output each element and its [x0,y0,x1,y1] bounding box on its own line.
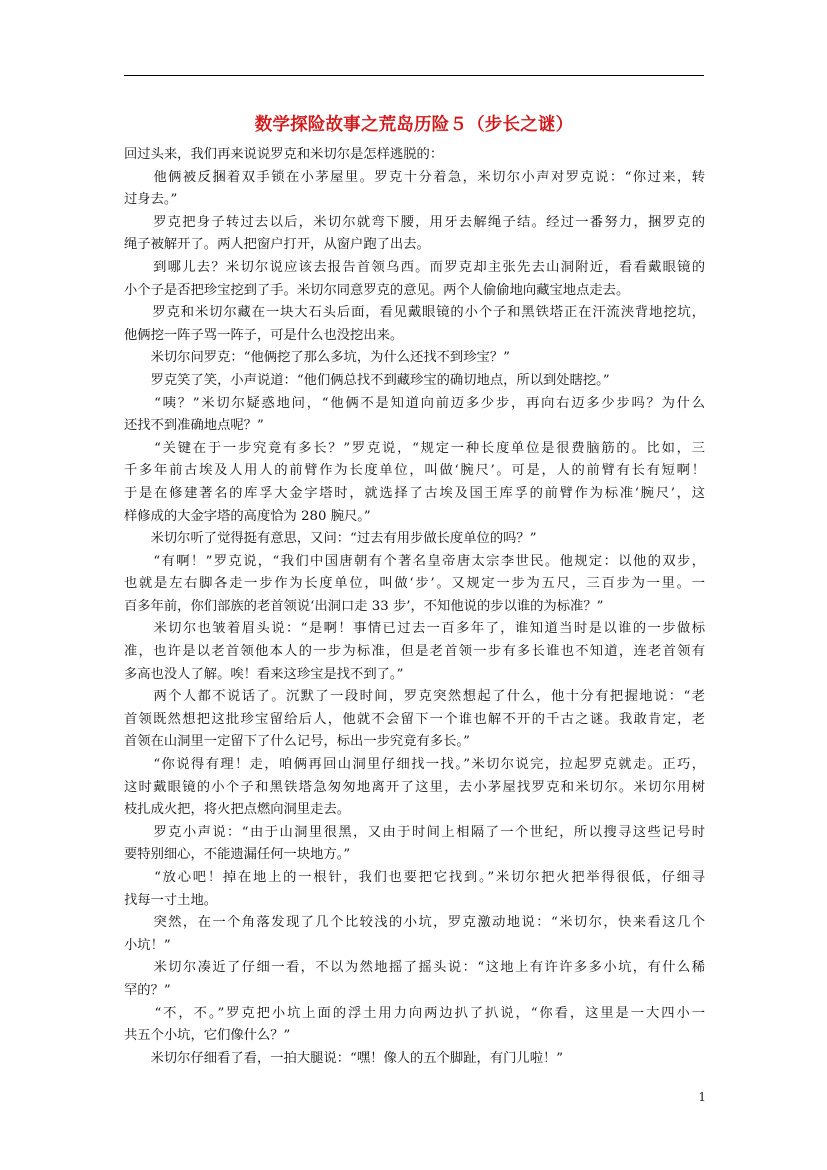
text-line: 突然，在一个角落发现了几个比较浅的小坑，罗克激动地说：“米切尔，快来看这几个 [124,915,705,931]
text-line: 于是在修建著名的库孚大金字塔时，就选择了古埃及国王库孚的前臂作为标准‘腕尺’，这 [124,485,705,501]
text-line: 百多年前，你们部族的老首领说‘出洞口走 33 步’，不知他说的步以谁的为标准？” [124,598,604,614]
text-line: 过身去。” [124,192,178,208]
text-line: 小个子是否把珍宝挖到了手。米切尔同意罗克的意见。两个人偷偷地向藏宝地点走去。 [124,282,630,298]
text-line: 这时戴眼镜的小个子和黑铁塔急匆匆地离开了这里，去小茅屋找罗克和米切尔。米切尔用树 [124,779,705,795]
text-line: 米切尔凑近了仔细一看，不以为然地摇了摇头说：“这地上有许许多多小坑，有什么稀 [124,960,705,976]
text-line: 样修成的大金字塔的高度恰为 280 腕尺。” [124,508,371,524]
text-line: 准，也许是以老首领他本人的一步为标准，但是老首领一步有多长谁也不知道，连老首领有 [124,644,705,660]
text-line: 找每一寸土地。 [124,892,218,908]
text-line: “关键在于一步究竟有多长？”罗克说，“规定一种长度单位是很费脑筋的。比如，三 [124,440,705,456]
text-line: “不，不。”罗克把小坑上面的浮土用力向两边扒了扒说，“你看，这里是一大四小一 [124,1005,705,1021]
text-line: 罗克把身子转过去以后，米切尔就弯下腰，用牙去解绳子结。经过一番努力，捆罗克的 [124,214,705,230]
text-line: 罗克笑了笑，小声说道：“他们俩总找不到藏珍宝的确切地点，所以到处瞎挖。” [124,372,610,388]
text-line: 罕的？” [124,982,171,998]
text-line: 回过头来，我们再来说说罗克和米切尔是怎样逃脱的： [124,147,444,162]
text-line: “咦？”米切尔疑惑地问，“他俩不是知道向前迈多少步，再向右迈多少步吗？为什么 [124,395,705,411]
document-body [124,144,705,1070]
text-line: 他俩挖一阵子骂一阵子，可是什么也没挖出来。 [124,327,404,343]
text-line: 罗克和米切尔藏在一块大石头后面，看见戴眼镜的小个子和黑铁塔正在汗流浃背地挖坑， [124,305,705,321]
text-line: 首领在山洞里一定留下了什么记号，标出一步究竟有多长。” [124,734,470,750]
text-line: 米切尔仔细看了看，一拍大腿说：“嘿！像人的五个脚趾，有门儿啦！” [124,1050,564,1066]
text-line: 他俩被反捆着双手锁在小茅屋里。罗克十分着急，米切尔小声对罗克说：“你过来，转 [124,169,705,185]
text-line: 绳子被解开了。两人把窗户打开，从窗户跑了出去。 [124,237,430,253]
text-line: 首领既然想把这批珍宝留给后人，他就不会留下一个谁也解不开的千古之谜。我敢肯定，老 [124,711,705,727]
text-line: 多高也没人了解。唉！看来这珍宝是找不到了。” [124,666,404,682]
text-line: “放心吧！掉在地上的一根针，我们也要把它找到。”米切尔把火把举得很低，仔细寻 [124,870,705,885]
text-line: 共五个小坑，它们像什么？” [124,1028,291,1044]
text-line: 还找不到准确地点呢？” [124,418,264,434]
document-title: 数学探险故事之荒岛历险５（步长之谜） [254,115,574,135]
text-line: 要特别细心，不能遗漏任何一块地方。” [124,847,351,863]
page-number: 1 [698,1090,706,1104]
text-line: 千多年前古埃及人用人的前臂作为长度单位，叫做‘腕尺’。可是，人的前臂有长有短啊！ [124,463,705,479]
text-line: 枝扎成火把，将火把点燃向洞里走去。 [124,802,351,818]
text-line: 到哪儿去？米切尔说应该去报告首领乌西。而罗克却主张先去山洞附近，看看戴眼镜的 [124,259,705,275]
text-line: 小坑！” [124,937,171,953]
text-line: 米切尔听了觉得挺有意思，又问：“过去有用步做长度单位的吗？” [124,531,537,547]
text-line: 米切尔问罗克：“他俩挖了那么多坑，为什么还找不到珍宝？” [124,350,510,366]
header-rule [124,75,704,76]
text-line: “有啊！”罗克说，“我们中国唐朝有个著名皇帝唐太宗李世民。他规定：以他的双步， [124,553,705,569]
text-line: 也就是左右脚各走一步作为长度单位，叫做‘步’。又规定一步为五尺，三百步为一里。一 [124,576,705,592]
text-line: 两个人都不说话了。沉默了一段时间，罗克突然想起了什么，他十分有把握地说：“老 [124,689,705,705]
text-line: 罗克小声说：“由于山洞里很黑，又由于时间上相隔了一个世纪，所以搜寻这些记号时 [124,824,705,840]
text-line: “你说得有理！走，咱俩再回山洞里仔细找一找。”米切尔说完，拉起罗克就走。正巧， [124,757,705,773]
text-line: 米切尔也皱着眉头说：“是啊！事情已过去一百多年了，谁知道当时是以谁的一步做标 [124,621,705,637]
